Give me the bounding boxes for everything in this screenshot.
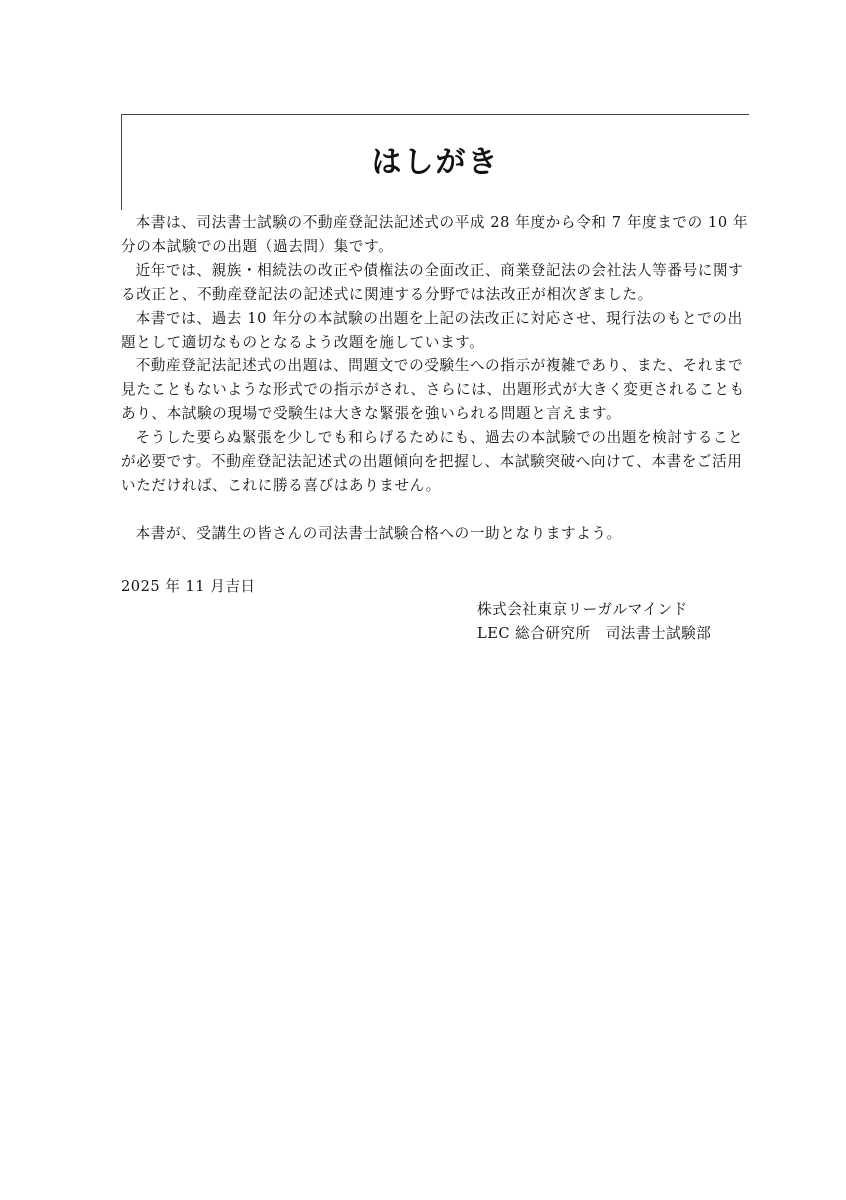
preface-closing-paragraph: 本書が、受講生の皆さんの司法書士試験合格への一助となりますよう。: [135, 524, 622, 542]
preface-paragraph-2: 近年では、親族・相続法の改正や債権法の全面改正、商業登記法の会社法人等番号に関する改正と、不動産登記法の記述式に関連する分野では法改正が相次ぎました。: [121, 261, 744, 303]
preface-paragraph-5: そうした要らぬ緊張を少しでも和らげるためにも、過去の本試験での出題を検討することが必要です。不動産登記法記述式の出題傾向を把握し、本試験突破へ向けて、本書をご活用いただければ、これに勝る喜びはありません。: [121, 429, 744, 494]
signature-block: [477, 598, 711, 646]
preface-body: [121, 211, 751, 546]
signature-department: LEC 総合研究所 司法書士試験部: [477, 624, 712, 642]
preface-paragraph-3: 本書では、過去 10 年分の本試験の出題を上記の法改正に対応させ、現行法のもとでの出題として適切なものとなるよう改題を施しています。: [121, 309, 743, 351]
title-frame: [121, 114, 749, 210]
signature-company: 株式会社東京リーガルマインド: [477, 601, 688, 618]
page-title: はしがき: [371, 145, 500, 180]
preface-date: 2025 年 11 月吉日: [121, 578, 256, 595]
preface-paragraph-1: 本書は、司法書士試験の不動産登記法記述式の平成 28 年度から令和 7 年度までの 10 年分の本試験での出題（過去問）集です。: [121, 214, 749, 255]
preface-paragraph-4: 不動産登記法記述式の出題は、問題文での受験生への指示が複雑であり、また、それまで見たこともないような形式での指示がされ、さらには、出題形式が大きく変更されることもあり、本試験の現場で受験生は大きな緊張を強いられる問題と言えます。: [121, 357, 745, 423]
